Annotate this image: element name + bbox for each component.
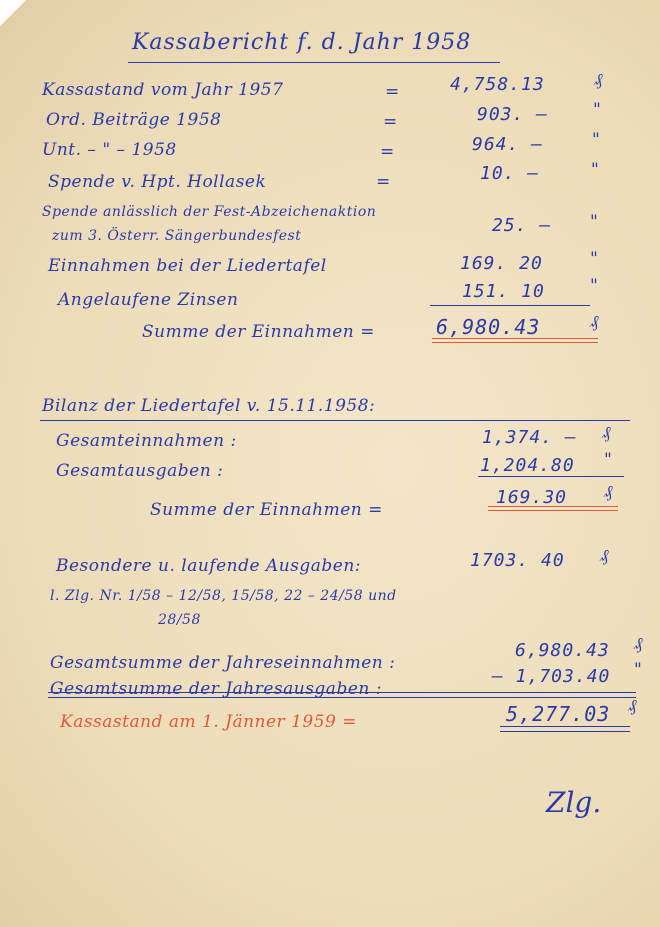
final-amount: 5,277.03 <box>506 702 611 726</box>
page-corner-fold <box>0 0 26 26</box>
report-title: Kassabericht f. d. Jahr 1958 <box>132 30 472 55</box>
bilanz-mark-2: " <box>604 450 613 470</box>
bilanz-title-rule <box>40 420 630 421</box>
bilanz-mark-1: ₰ <box>602 423 611 443</box>
income-label-5: Spende anlässlich der Fest-Abzeichenaktion <box>42 204 377 220</box>
summary-amount-2: – 1,703.40 <box>492 666 611 687</box>
other-mark: ₰ <box>600 546 609 566</box>
income-label-5b: zum 3. Österr. Sängerbundesfest <box>52 228 302 244</box>
summary-rule-1 <box>48 692 636 693</box>
income-total-amount: 6,980.43 <box>436 315 541 339</box>
other-amount: 1703. 40 <box>470 550 565 571</box>
bilanz-total-underline-1 <box>488 506 618 507</box>
bilanz-amount-1: 1,374. – <box>482 427 577 448</box>
income-total-underline-2 <box>432 342 598 343</box>
summary-label-2: Gesamtsumme der Jahresausgaben : <box>50 679 382 699</box>
income-label-7: Angelaufene Zinsen <box>58 290 239 310</box>
income-total-mark: ₰ <box>590 312 599 332</box>
title-underline <box>128 62 500 63</box>
income-sep-3: = <box>380 142 395 162</box>
income-label-4: Spende v. Hpt. Hollasek <box>48 172 267 192</box>
income-amount-7: 151. 10 <box>462 281 545 302</box>
income-amount-5: 25. – <box>492 215 552 236</box>
income-sep-1: = <box>385 82 400 102</box>
other-label: Besondere u. laufende Ausgaben: <box>56 556 362 576</box>
final-label: Kassastand am 1. Jänner 1959 = <box>60 712 357 732</box>
income-mark-4: " <box>591 160 600 180</box>
income-amount-2: 903. – <box>477 104 549 125</box>
summary-label-1: Gesamtsumme der Jahreseinnahmen : <box>50 653 396 673</box>
bilanz-title: Bilanz der Liedertafel v. 15.11.1958: <box>42 396 376 416</box>
bilanz-label-2: Gesamtausgaben : <box>56 461 224 481</box>
income-label-6: Einnahmen bei der Liedertafel <box>48 256 327 276</box>
final-mark: ₰ <box>628 696 637 716</box>
bilanz-rule <box>478 476 624 477</box>
income-label-2: Ord. Beiträge 1958 <box>46 110 222 130</box>
bilanz-total-underline-2 <box>488 510 618 511</box>
other-ref-1: l. Zlg. Nr. 1/58 – 12/58, 15/58, 22 – 24/58 und <box>50 588 397 604</box>
income-amount-3: 964. – <box>472 134 544 155</box>
bilanz-total-label: Summe der Einnahmen = <box>150 500 383 520</box>
income-mark-5: " <box>590 212 599 232</box>
income-rule <box>430 305 590 306</box>
income-sep-2: = <box>383 112 398 132</box>
income-mark-7: " <box>590 276 599 296</box>
income-mark-2: " <box>593 100 602 120</box>
signature: Zlg. <box>546 786 602 819</box>
income-mark-6: " <box>590 249 599 269</box>
bilanz-total-mark: ₰ <box>604 482 613 502</box>
other-ref-2: 28/58 <box>158 612 201 628</box>
final-underline-2 <box>500 731 630 732</box>
summary-mark-1: ₰ <box>634 634 643 654</box>
summary-rule-2 <box>48 697 636 698</box>
income-amount-6: 169. 20 <box>460 253 543 274</box>
income-label-3: Unt. – " – 1958 <box>42 140 177 160</box>
income-total-label: Summe der Einnahmen = <box>142 322 375 342</box>
income-amount-1: 4,758.13 <box>450 74 545 95</box>
summary-amount-1: 6,980.43 <box>515 640 610 661</box>
bilanz-amount-2: 1,204.80 <box>480 455 575 476</box>
income-label-1: Kassastand vom Jahr 1957 <box>42 80 284 100</box>
bilanz-total-amount: 169.30 <box>496 487 568 508</box>
bilanz-label-1: Gesamteinnahmen : <box>56 431 237 451</box>
income-total-underline-1 <box>432 338 598 339</box>
summary-mark-2: " <box>634 660 643 680</box>
income-sep-4: = <box>376 172 391 192</box>
income-amount-4: 10. – <box>480 163 540 184</box>
income-mark-1: ₰ <box>594 70 603 90</box>
income-mark-3: " <box>592 130 601 150</box>
final-underline-1 <box>500 726 630 727</box>
